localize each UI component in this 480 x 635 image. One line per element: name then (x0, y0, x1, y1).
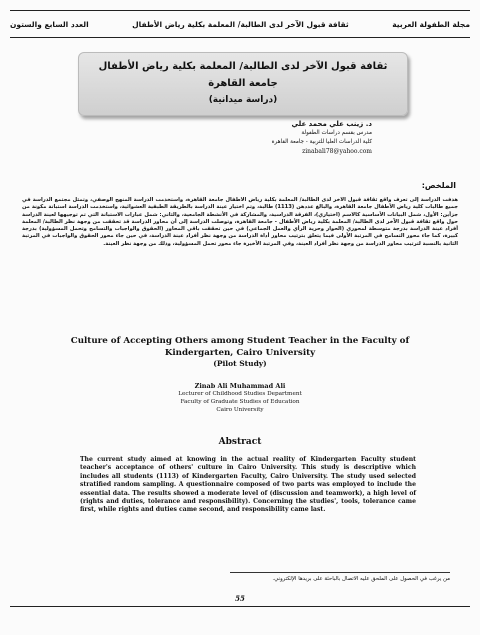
english-author-name: Zinab Ali Muhammad Ali (194, 382, 286, 390)
arabic-author-block (212, 120, 372, 156)
english-author-position: Lecturer of Childhood Studies Department (178, 391, 302, 397)
arabic-title-line-1: ثقافة قبول الآخر لدى الطالبة/ المعلمة بكلية رياض الأطفال (98, 61, 388, 72)
arabic-title-line-2: جامعة القاهرة (208, 78, 278, 89)
arabic-title-banner (78, 52, 408, 116)
arabic-abstract-body: هدفت الدراسة إلى تعرف واقع ثقافة قبول الآخر لدى الطالبة/ المعلمة بكلية رياض الأطفال جامعة القاهرة، واستخدمت الدراسة المنهج الوصفي، وتمثل مجتمع الدراسة في جميع طالبات كلية رياض الأطفال جامعة القاهرة، والبالغ عددهن (1113) طالبة، وتم اختيار عينة الدراسة بالطريقة الطبقية العشوائية، واستخدمت الدراسة استبانة مكونة من جزأين: الأول، شمل البيانات الأساسية كالاسم (اختياري)، الفرقة الدراسية، والمشاركة في الأنشطة الجامعية، والثاني: شمل عبارات الاستبانة التي تم توجيهها لعينة الدراسة حول واقع ثقافة قبول الآخر لدى الطالبة/ المعلمة بكلية رياض الأطفال - جامعة القاهرة، وتوصلت الدراسة إلى أن محاور الدراسة قد تحققت من وجهة نظر الطالبة/ المعلمة أفراد عينة الدراسة بدرجة متوسطة لمحوري (الحوار وحرية الرأي والعمل الجماعي) في حين تحققت باقي المحاور (الحقوق والواجبات والتسامح وتحمل المسؤولية) بدرجة كبيرة، كما جاء محور التسامح في المرتبة الأولى فيما يتعلق بترتيب محاور أداة الدراسة من وجهة نظر أفراد عينة الدراسة، في حين جاء محور الحقوق والواجبات في المرتبة الثانية بالنسبة لترتيب محاور الدراسة من وجهة نظر أفراد العينة، وفي المرتبة الأخيرة جاء محور تحمل المسؤولية، وذلك من وجهة نظر العينة. (22, 197, 458, 247)
arabic-abstract-heading: الملخص: (421, 181, 456, 190)
running-title: ثقافة قبول الآخر لدى الطالبة/ المعلمة بكلية رياض الأطفال (132, 19, 349, 29)
english-abstract-body: The current study aimed at knowing in the actual reality of Kindergarten Faculty student teacher's acceptance of others' culture in Cairo University. This study is descriptive which includes all students (1113) of Kindergarten Faculty, Cairo University. The study used selected stratified random sampling. A questionnaire composed of two parts was employed to include the essential data. The results showed a moderate level of (discussion and teamwork), a high level of (rights and duties, tolerance and responsibility). Concerning the studies', tools, tolerance came first, while rights and duties came second, and responsibility came last. (80, 456, 416, 514)
arabic-author-affiliation: كلية الدراسات العليا للتربية - جامعة القاهرة (271, 139, 372, 145)
arabic-author-name: د. زينب علي محمد علي (291, 120, 372, 128)
bottom-divider (10, 606, 470, 607)
english-abstract-heading: Abstract (218, 437, 262, 447)
footnote: من يرغب في الحصول على الملحق عليه الاتصال بالباحثة على بريدها الإلكتروني. (230, 572, 450, 582)
english-author-affiliation: Faculty of Graduate Studies of Education (180, 399, 300, 405)
journal-name: مجلة الطفولة العربية (392, 19, 470, 29)
english-title (30, 335, 450, 359)
english-title-line-2: Kindergarten, Cairo University (164, 348, 316, 358)
arabic-author-position: مدرس بقسم دراسات الطفولة (301, 130, 372, 136)
arabic-title-line-3: (دراسة ميدانية) (208, 95, 278, 105)
issue-label: العدد السابع والستون (10, 19, 89, 29)
english-title-line-3: (Pilot Study) (213, 359, 267, 368)
page-number: 55 (235, 594, 245, 603)
english-author-university: Cairo University (216, 407, 264, 413)
english-author-block (150, 382, 330, 414)
running-header (10, 10, 470, 38)
author-email: zinabali78@yahoo.com (302, 148, 372, 155)
english-title-line-1: Culture of Accepting Others among Student Teacher in the Faculty of (70, 336, 410, 346)
